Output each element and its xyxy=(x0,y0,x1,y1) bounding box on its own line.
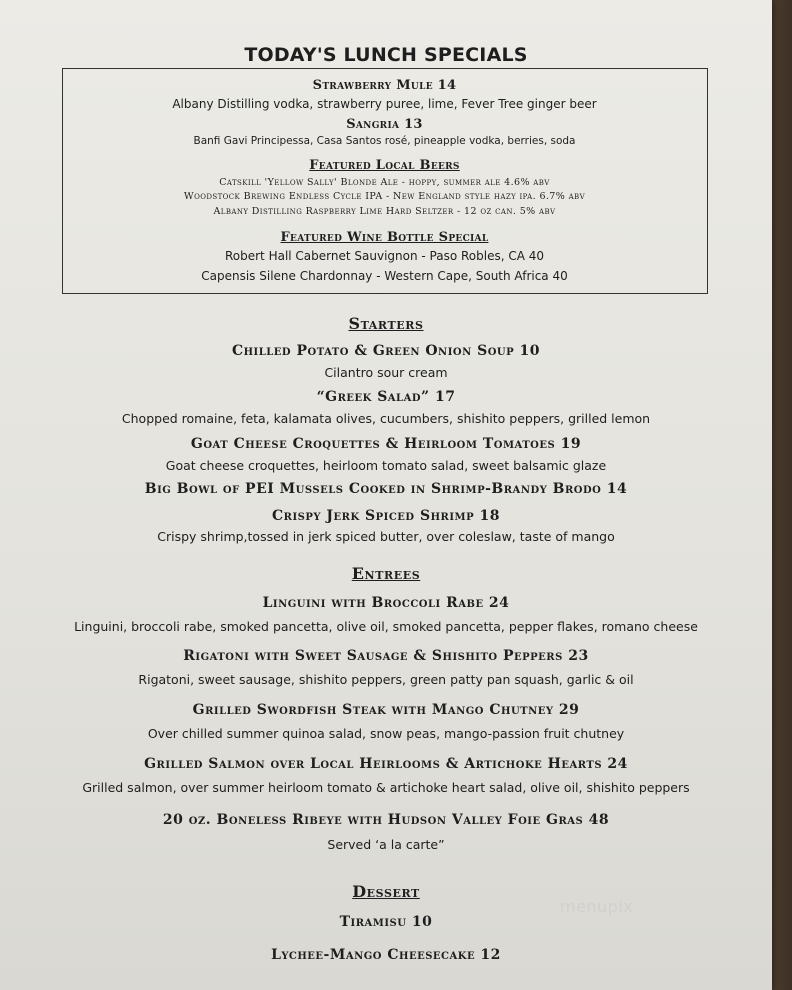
entree-description: Grilled salmon, over summer heirloom tomato & artichoke heart salad, olive oil, shishito peppers xyxy=(82,780,690,795)
starter-description: Cilantro sour cream xyxy=(324,365,448,380)
starters-heading: Starters xyxy=(348,314,424,333)
entree-description: Linguini, broccoli rabe, smoked pancetta, olive oil, smoked pancetta, pepper flakes, romano cheese xyxy=(74,619,698,634)
starter-description: Goat cheese croquettes, heirloom tomato salad, sweet balsamic glaze xyxy=(165,458,607,473)
entree-name: Grilled Swordfish Steak with Mango Chutney 29 xyxy=(192,702,580,718)
wine-item: Capensis Silene Chardonnay - Western Cape, South Africa 40 xyxy=(201,269,568,283)
beers-heading: Featured Local Beers xyxy=(309,158,460,173)
beer-item: Albany Distilling Raspberry Lime Hard Seltzer - 12 oz can. 5% abv xyxy=(213,206,556,217)
entree-name: Rigatoni with Sweet Sausage & Shishito Peppers 23 xyxy=(183,648,589,664)
wine-heading: Featured Wine Bottle Special xyxy=(280,230,489,245)
dessert-heading: Dessert xyxy=(352,882,420,901)
entree-name: 20 oz. Boneless Ribeye with Hudson Valley Foie Gras 48 xyxy=(162,812,610,828)
entree-name: Grilled Salmon over Local Heirlooms & Artichoke Hearts 24 xyxy=(144,756,628,772)
dessert-name: Tiramisu 10 xyxy=(339,914,433,930)
menu-title: TODAY'S LUNCH SPECIALS xyxy=(244,44,528,66)
dessert-name: Lychee-Mango Cheesecake 12 xyxy=(271,947,501,963)
entree-description: Served ‘a la carte” xyxy=(327,837,445,852)
starter-description: Chopped romaine, feta, kalamata olives, cucumbers, shishito peppers, grilled lemon xyxy=(121,411,651,426)
starter-name: Goat Cheese Croquettes & Heirloom Tomatoes 19 xyxy=(190,436,582,452)
entree-description: Over chilled summer quinoa salad, snow peas, mango-passion fruit chutney xyxy=(147,726,625,741)
entrees-heading: Entrees xyxy=(351,564,421,583)
beer-item: Woodstock Brewing Endless Cycle IPA - New England style hazy ipa. 6.7% abv xyxy=(183,191,586,202)
entree-name: Linguini with Broccoli Rabe 24 xyxy=(262,595,510,611)
drink-description: Banfi Gavi Principessa, Casa Santos rosé, pineapple vodka, berries, soda xyxy=(193,135,576,147)
entree-description: Rigatoni, sweet sausage, shishito peppers, green patty pan squash, garlic & oil xyxy=(138,672,634,687)
beer-item: Catskill 'Yellow Sally' Blonde Ale - hoppy, summer ale 4.6% abv xyxy=(219,177,550,188)
drink-name: Sangria 13 xyxy=(346,117,423,132)
watermark: menupix xyxy=(560,897,634,916)
drink-name: Strawberry Mule 14 xyxy=(312,78,457,93)
starter-name: Big Bowl of PEI Mussels Cooked in Shrimp-Brandy Brodo 14 xyxy=(144,481,628,497)
drink-description: Albany Distilling vodka, strawberry puree, lime, Fever Tree ginger beer xyxy=(172,97,597,111)
starter-name: “Greek Salad” 17 xyxy=(316,389,456,405)
wine-item: Robert Hall Cabernet Sauvignon - Paso Robles, CA 40 xyxy=(224,249,545,263)
starter-name: Crispy Jerk Spiced Shrimp 18 xyxy=(272,508,500,524)
starter-name: Chilled Potato & Green Onion Soup 10 xyxy=(231,343,541,359)
starter-description: Crispy shrimp,tossed in jerk spiced butter, over coleslaw, taste of mango xyxy=(157,529,615,544)
drink-specials-box xyxy=(62,68,708,294)
